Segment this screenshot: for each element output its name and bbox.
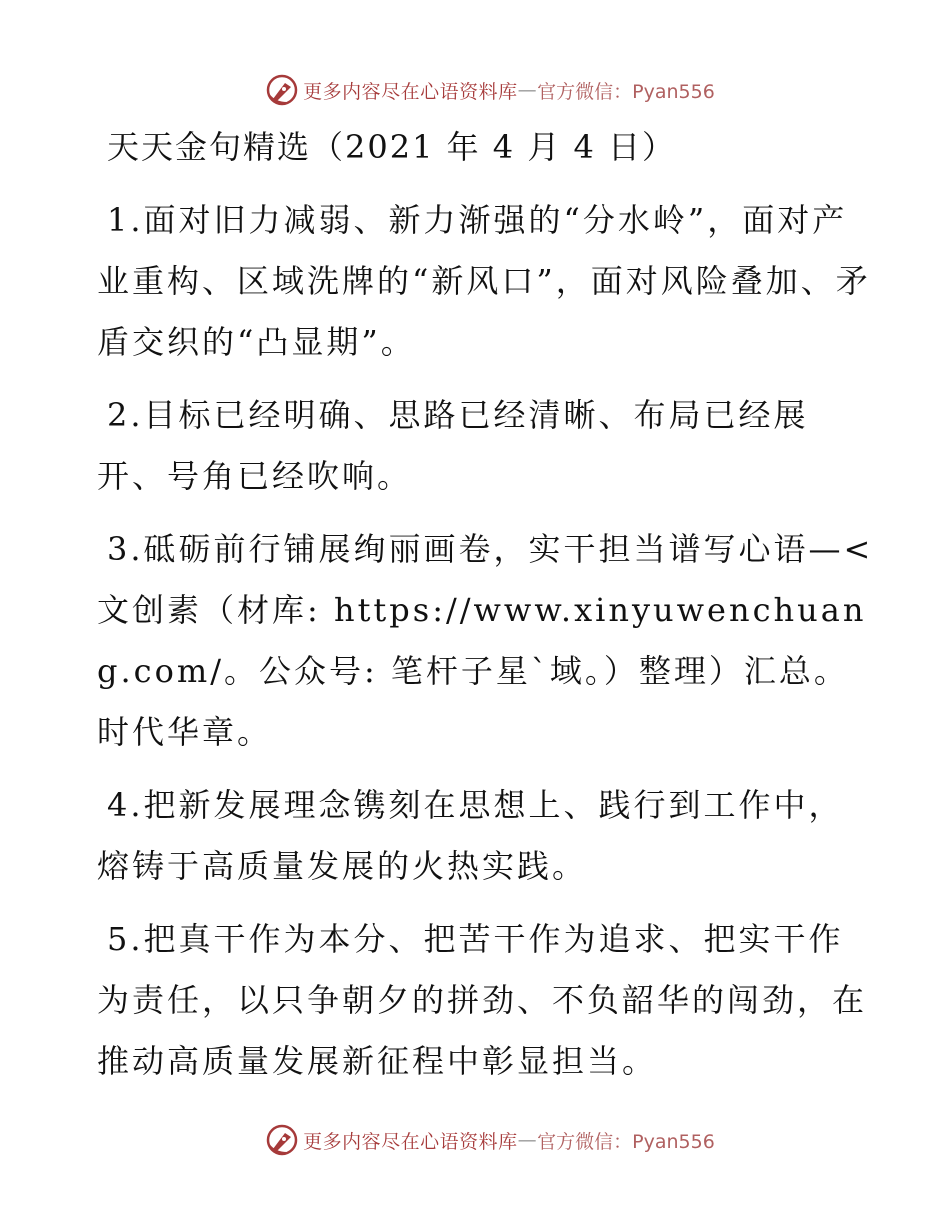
paragraph-number: 1. — [107, 201, 144, 239]
header-banner — [0, 70, 950, 110]
paragraph-3 — [97, 519, 877, 763]
document-title: 天天金句精选（2021 年 4 月 4 日） — [107, 128, 677, 166]
wechat-contact: 官方微信：Pyan556 — [537, 80, 715, 103]
banner-separator: — — [517, 79, 538, 101]
paragraph-number: 2. — [107, 396, 144, 434]
document-body — [97, 190, 877, 1104]
footer-banner-content — [265, 1123, 715, 1157]
pen-nib-logo-icon — [265, 73, 299, 107]
paragraph-text: 把新发展理念镌刻在思想上、践行到工作中，熔铸于高质量发展的火热实践。 — [97, 786, 844, 885]
paragraph-text: 目标已经明确、思路已经清晰、布局已经展开、号角已经吹响。 — [97, 396, 809, 495]
pen-nib-logo-icon — [265, 1123, 299, 1157]
footer-banner — [0, 1120, 950, 1160]
paragraph-number: 5. — [107, 920, 144, 958]
site-name: 更多内容尽在心语资料库 — [303, 80, 518, 103]
paragraph-text: 面对旧力减弱、新力渐强的“分水岭”，面对产业重构、区域洗牌的“新风口”，面对风险叠加、矛盾交织的“凸显期”。 — [97, 201, 871, 361]
paragraph-text: 砥砺前行铺展绚丽画卷，实干担当谱写心语—<文创素（材库: https://www.xinyuwenchuang.com/。公众号: 笔杆子星`域。）整理）汇总。时代华章。 — [97, 530, 874, 751]
header-banner-content — [265, 73, 715, 107]
paragraph-number: 4. — [107, 786, 144, 824]
banner-separator: — — [517, 1129, 538, 1151]
paragraph-4 — [97, 775, 877, 897]
site-name: 更多内容尽在心语资料库 — [303, 1130, 518, 1153]
paragraph-2 — [97, 385, 877, 507]
paragraph-5 — [97, 909, 877, 1092]
paragraph-number: 3. — [107, 530, 144, 568]
paragraph-text: 把真干作为本分、把苦干作为追求、把实干作为责任，以只争朝夕的拼劲、不负韶华的闯劲，在推动高质量发展新征程中彰显担当。 — [97, 920, 868, 1080]
paragraph-1 — [97, 190, 877, 373]
wechat-contact: 官方微信：Pyan556 — [537, 1130, 715, 1153]
